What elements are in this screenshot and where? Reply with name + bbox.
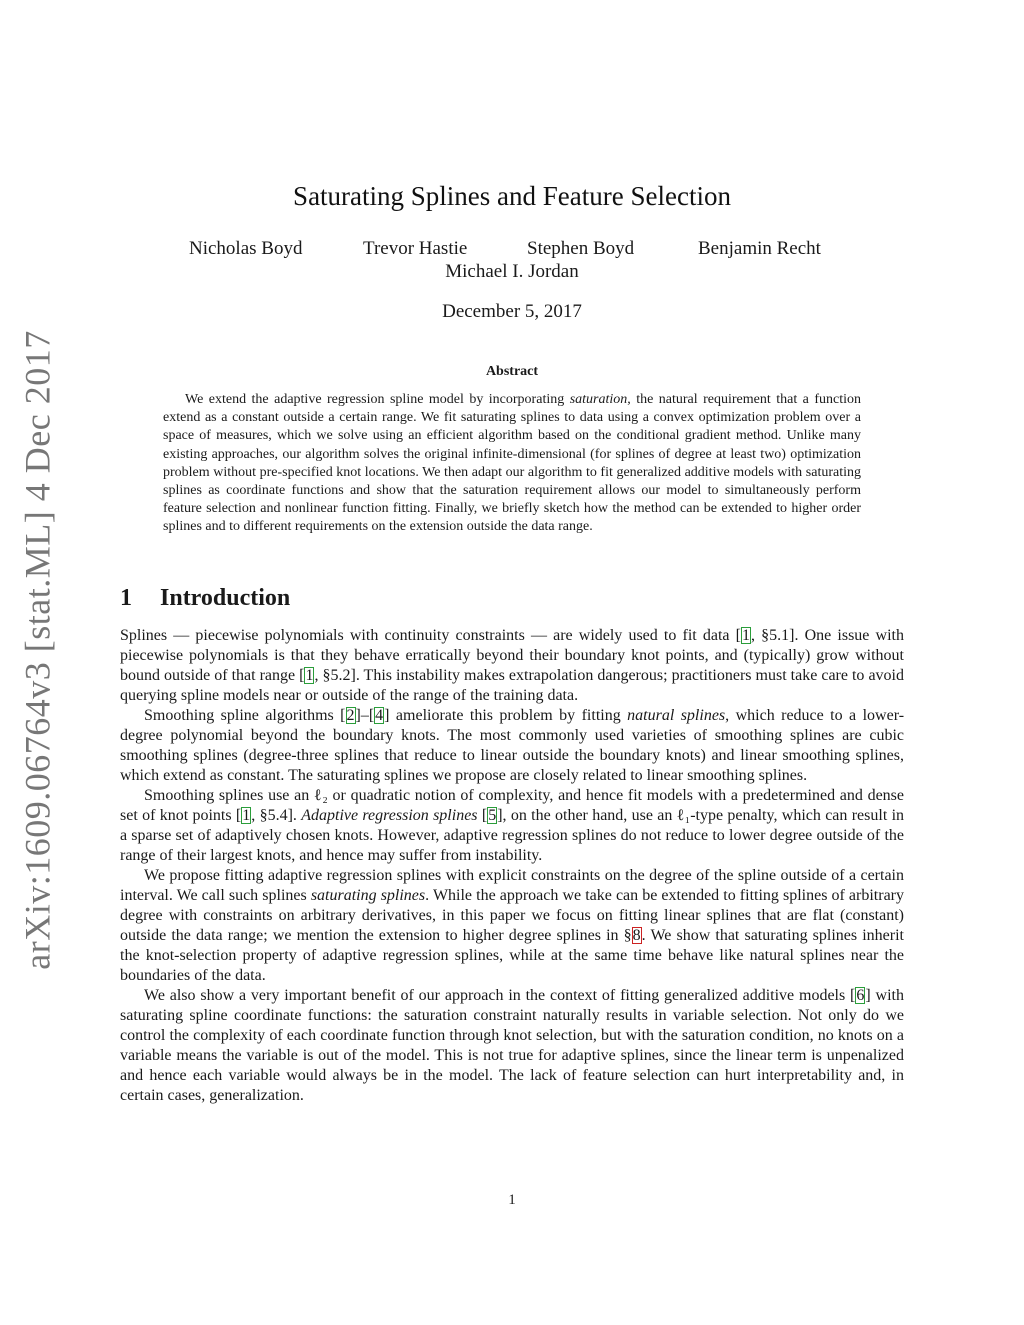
author-list: [0, 238, 1024, 262]
text-run: ] ameliorate this problem by fitting: [384, 707, 628, 724]
paper-title: Saturating Splines and Feature Selection: [293, 181, 731, 211]
citation-link[interactable]: 6: [856, 987, 865, 1004]
text-run: We also show a very important benefit of our approach in the context of fitting generalized additive models [: [144, 987, 856, 1004]
abstract-heading: Abstract: [485, 364, 539, 379]
text-run: ] with saturating spline coordinate functions: the saturation constraint naturally results in variable selection. Not only do we control the complexity of each coordinate function through knot selection, but with the saturation condition, no knots on a variable means the variable is out of the model. This is not true for adaptive splines, since the linear term is unpenalized and hence each variable would always be in the model. The lack of feature selection can hurt interpretability and, in certain cases, generalization.: [120, 987, 905, 1104]
text-run: Smoothing splines use an ℓ₂ or quadratic notion of complexity, and hence fit models with a predetermined and dense set of knot points [: [120, 787, 904, 824]
emphasis: natural splines: [627, 707, 726, 724]
text-run: , §5.4].: [251, 807, 302, 824]
text-run: Splines — piecewise polynomials with continuity constraints — are widely used to fit data [: [120, 627, 741, 644]
text-run: We extend the adaptive regression spline model by incorporating: [185, 392, 570, 407]
text-run: , §5.1]. One issue with piecewise polynomials is that they behave erratically beyond their boundary knot points, and (typically) grow without bound outside of that range [: [120, 627, 904, 684]
paragraph: [120, 866, 904, 986]
text-run: , which reduce to a lower-degree polynomial beyond the boundary knots. The most commonly used varieties of smoothing splines are cubic smoothing splines (degree-three splines that reduce to linear outside the boundary knots) and linear smoothing splines, which extend as constant. The saturating splines we propose are closely related to linear smoothing splines.: [120, 707, 905, 784]
author-name: Benjamin Recht: [698, 238, 821, 259]
paragraph: [120, 626, 904, 706]
author-name: Michael I. Jordan: [445, 261, 579, 282]
text-run: Smoothing spline algorithms [: [144, 707, 346, 724]
author-name: Trevor Hastie: [363, 238, 468, 259]
page-number: 1: [508, 1192, 516, 1208]
emphasis: saturating splines: [310, 887, 426, 904]
author-name: Nicholas Boyd: [189, 238, 303, 259]
arxiv-identifier: arXiv:1609.06764v3 [stat.ML] 4 Dec 2017: [18, 330, 58, 970]
section-link[interactable]: 8: [632, 927, 641, 944]
emphasis: Adaptive regression splines: [301, 807, 478, 824]
emphasis: saturation: [569, 392, 628, 407]
citation-link[interactable]: 1: [305, 667, 314, 684]
section-title: Introduction: [160, 585, 291, 611]
text-run: . While the approach we take can be extended to fitting splines of arbitrary degree with constraints on arbitrary derivatives, in this paper we focus on fitting linear splines that are flat (constant) outside the data range; we mention the extension to higher degree splines in §: [120, 887, 905, 944]
text-run: ]–[: [355, 707, 375, 724]
text-run: We propose fitting adaptive regression splines with explicit constraints on the degree of the spline outside of a certain interval. We call such splines: [120, 867, 904, 904]
citation-link[interactable]: 1: [742, 627, 750, 644]
text-run: ], on the other hand, use an ℓ₁-type penalty, which can result in a sparse set of adaptively chosen knots. However, adaptive regression splines do not reduce to lower degree outside of the range of their largest knots, and hence may suffer from instability.: [120, 807, 905, 864]
citation-link[interactable]: 4: [375, 707, 384, 724]
citation-link[interactable]: 1: [242, 807, 251, 824]
arxiv-sidebar-stamp: [16, 330, 60, 970]
section-heading: [120, 585, 290, 612]
paragraph: [120, 986, 904, 1106]
text-run: , the natural requirement that a function extend as a constant outside a certain range. We fit saturating splines to data using a convex optimization problem over a space of measures, which we solve using an efficient algorithm based on the conditional gradient method. Unlike many existing approaches, our algorithm solves the original infinite-dimensional (for splines of degree at least two) optimization problem without pre-specified knot locations. We then adapt our algorithm to fit generalized additive models with saturating splines as coordinate functions and show that the saturation requirement allows our model to simultaneously perform feature selection and nonlinear function fitting. Finally, we briefly sketch how the method can be extended to higher order splines and to different requirements on the extension outside the data range.: [163, 392, 861, 535]
text-run: [: [477, 807, 488, 824]
text-run: , §5.2]. This instability makes extrapolation dangerous; practitioners must take care to avoid querying spline models near or outside of the range of the training data.: [120, 667, 904, 704]
publication-date: December 5, 2017: [442, 301, 582, 322]
author-name: Stephen Boyd: [527, 238, 635, 259]
citation-link[interactable]: 5: [488, 807, 497, 824]
abstract-text: [163, 391, 861, 537]
paragraph: [120, 706, 904, 786]
paragraph: [120, 786, 904, 866]
text-run: . We show that saturating splines inherit the knot-selection property of adaptive regression splines, while at the same time behave like natural splines near the boundaries of the data.: [120, 927, 904, 984]
section-body: [120, 626, 904, 1106]
section-number: 1: [120, 585, 132, 611]
citation-link[interactable]: 2: [346, 707, 355, 724]
